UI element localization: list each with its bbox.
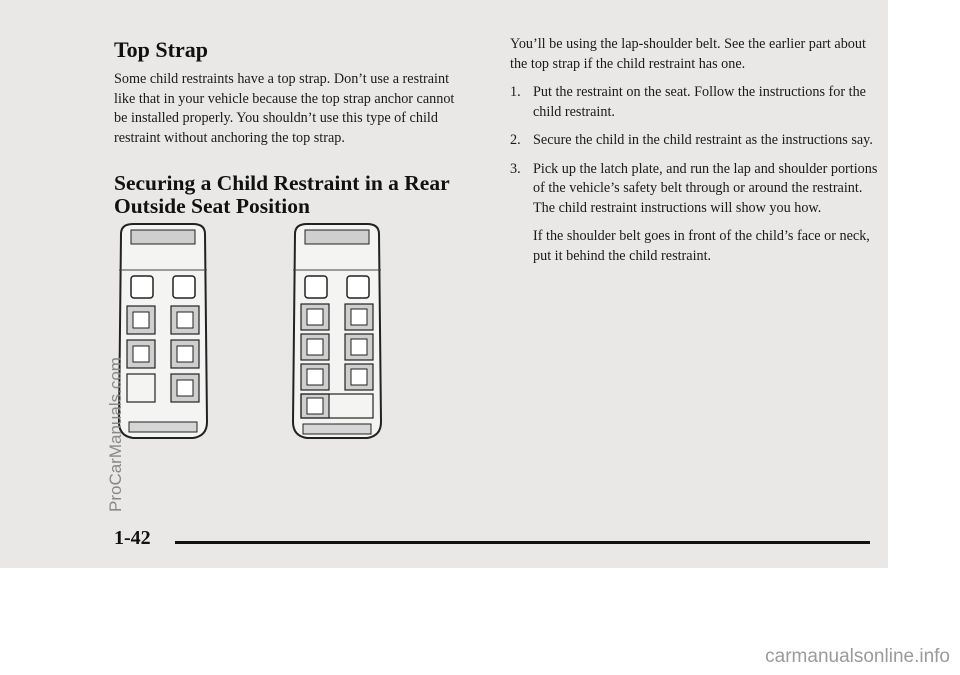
step-number: 1. [510,84,521,100]
instruction-steps [510,83,880,275]
step-text: Put the restraint on the seat. Follow the instructions for the child restraint. [533,84,866,120]
top-strap-paragraph: Some child restraints have a top strap. Don’t use a restraint like that in your vehicle because the top strap anchor cannot be installed properly. You shouldn’t use this type of child restraint without anchoring the top strap. [114,71,455,146]
section-heading: Securing a Child Restraint in a Rear Outside Seat Position [114,171,450,218]
van-seating-diagram-2 [287,222,387,444]
step-item [510,83,880,122]
step-item [510,131,880,151]
step-item [510,160,880,267]
step-note: If the shoulder belt goes in front of the child’s face or neck, put it behind the child restraint. [533,228,870,264]
footer-rule [175,541,870,544]
intro-paragraph: You’ll be using the lap-shoulder belt. See the earlier part about the top strap if the child restraint has one. [510,36,866,72]
footer-watermark: carmanualsonline.info [765,646,950,667]
step-number: 3. [510,160,521,177]
step-number: 2. [510,132,521,148]
step-text: Secure the child in the child restraint as the instructions say. [533,132,873,148]
page-number: 1-42 [114,527,151,549]
side-watermark: ProCarManuals.com [106,357,125,512]
van-seating-diagram-1 [113,222,213,444]
step-text: Pick up the latch plate, and run the lap and shoulder portions of the vehicle’s safety belt through or around the restraint. The child restraint instructions will show you how. [533,160,878,216]
top-strap-heading: Top Strap [114,37,208,62]
